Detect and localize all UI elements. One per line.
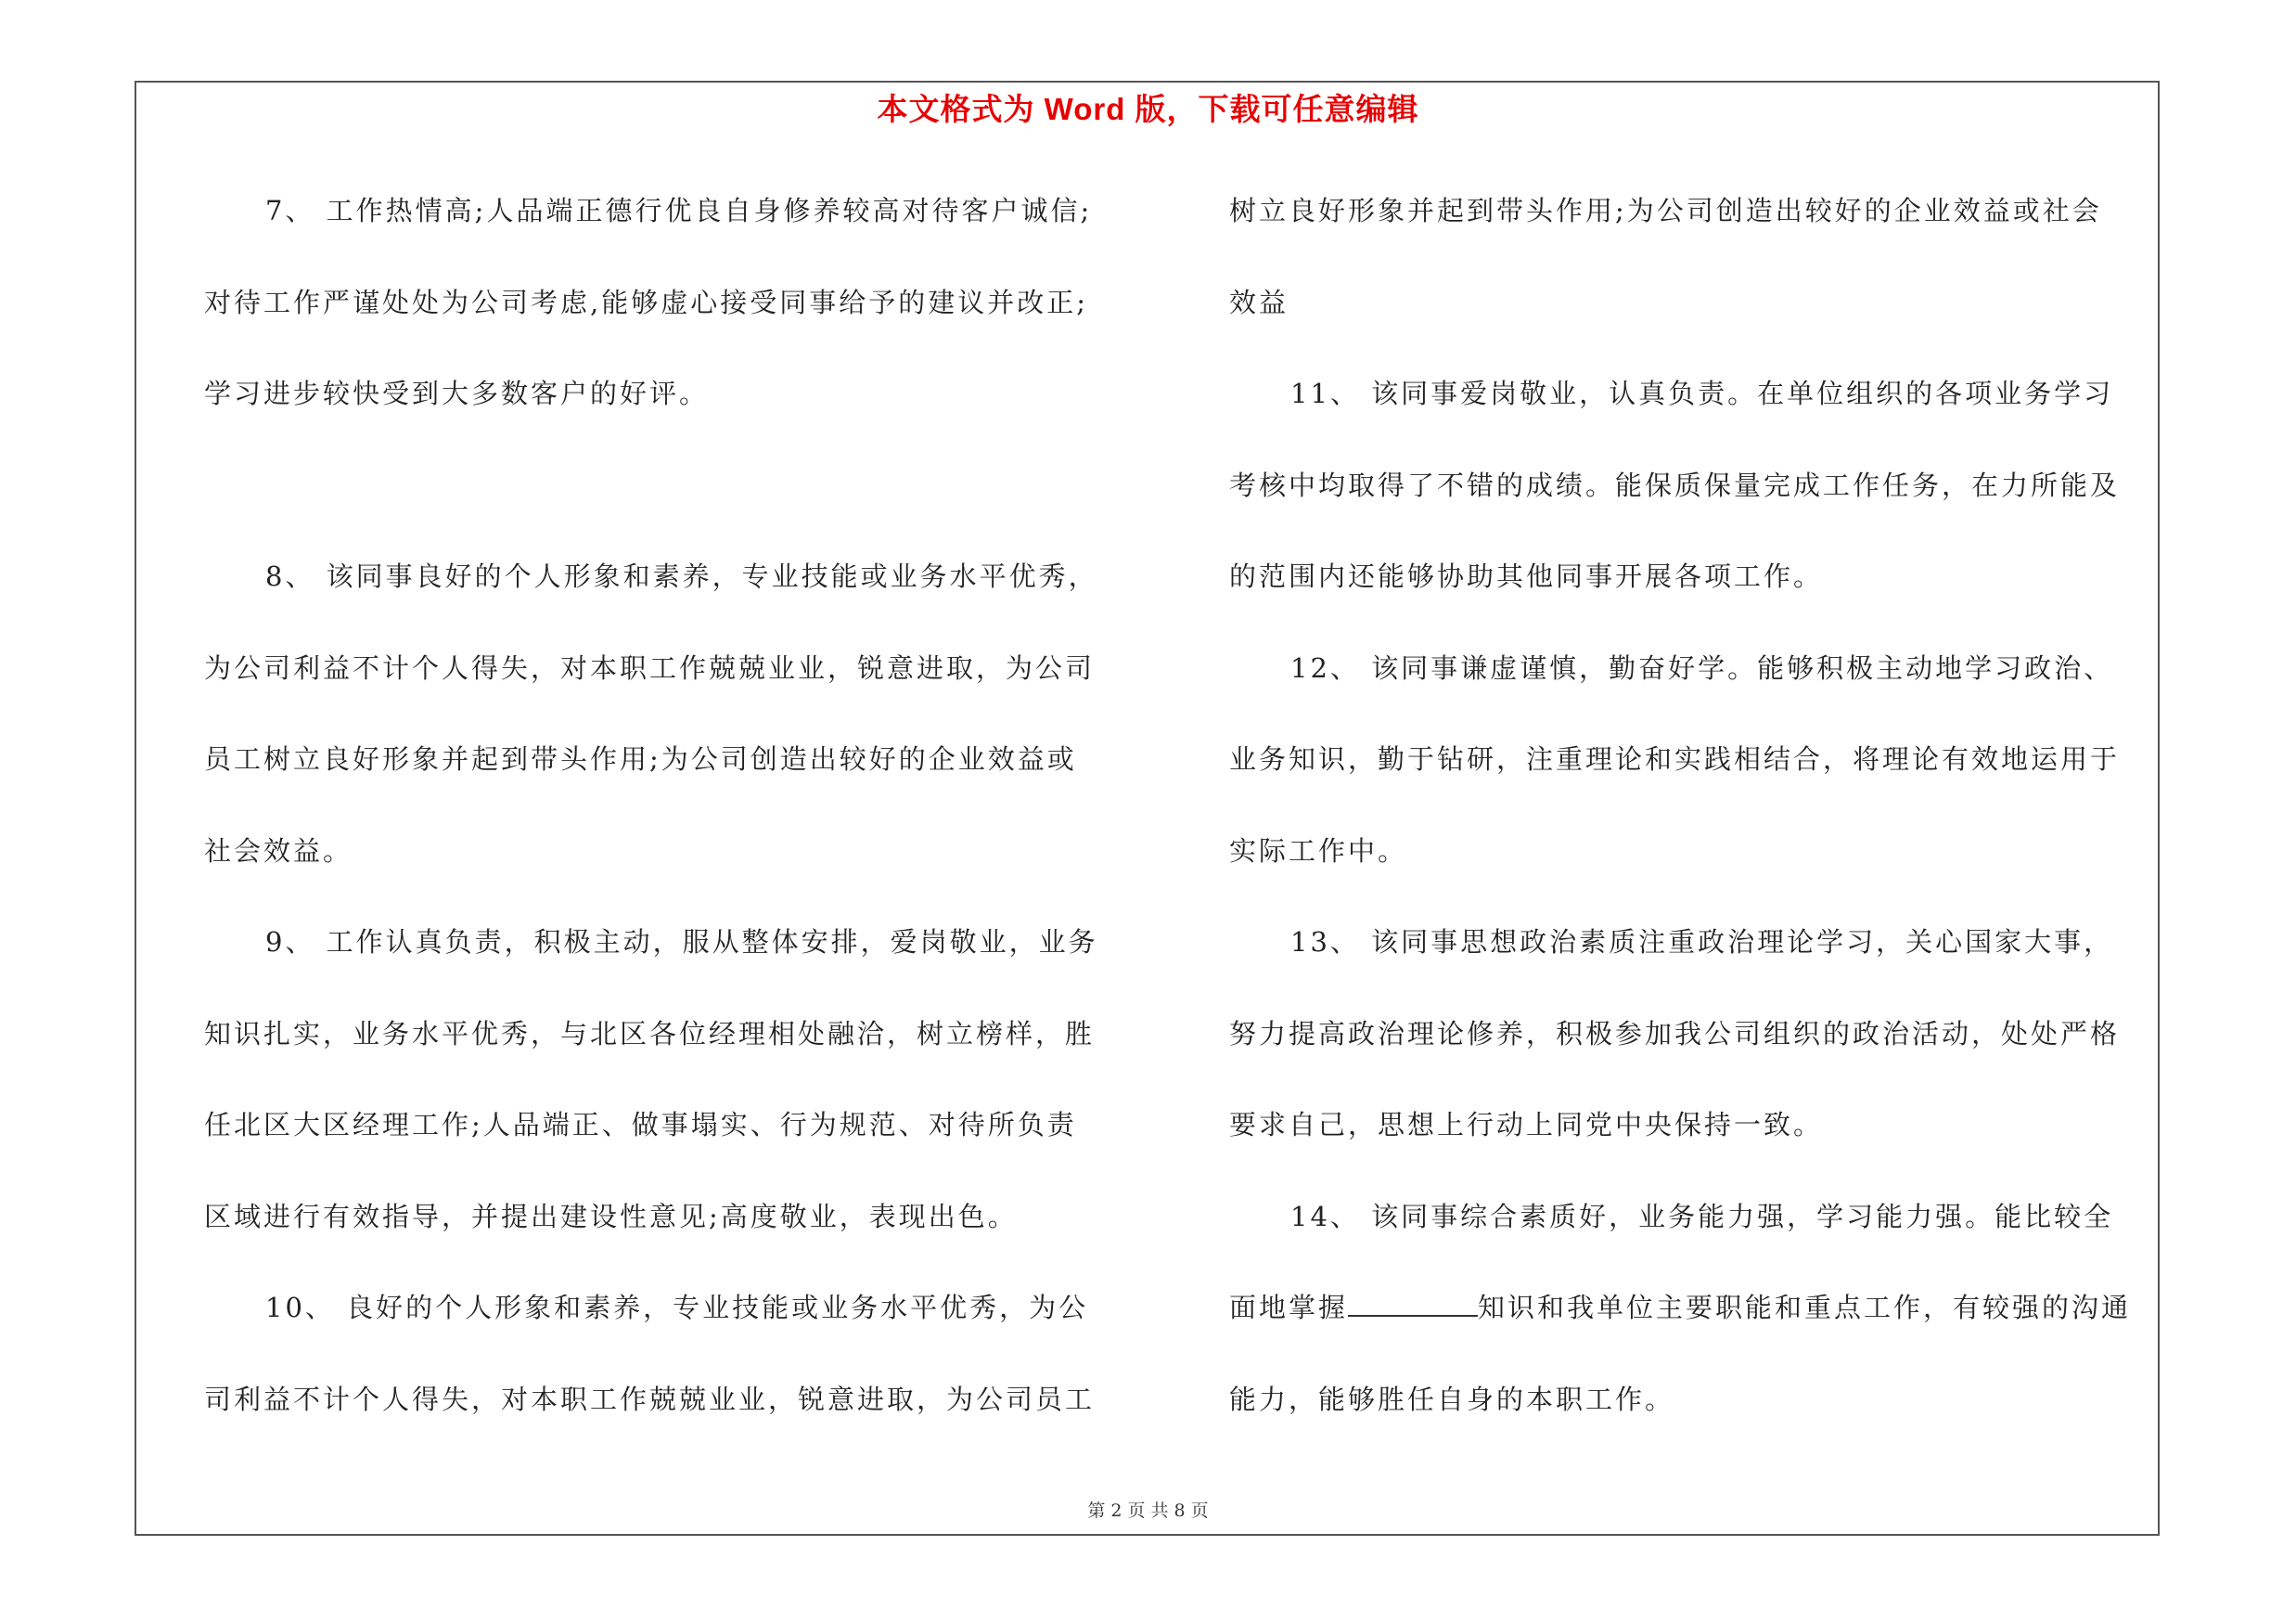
paragraph-10-line-2: 司利益不计个人得失，对本职工作兢兢业业，锐意进取，为公司员工 <box>204 1383 1096 1415</box>
paragraph-14-line-3: 能力，能够胜任自身的本职工作。 <box>1229 1383 1675 1415</box>
fill-in-blank <box>1348 1295 1478 1317</box>
paragraph-12-line-2: 业务知识，勤于钻研，注重理论和实践相结合，将理论有效地运用于 <box>1229 743 2121 775</box>
paragraph-10-line-4: 效益 <box>1229 286 1289 318</box>
paragraph-12-line-3: 实际工作中。 <box>1229 834 1408 867</box>
paragraph-7-line-3: 学习进步较快受到大多数客户的好评。 <box>204 378 710 409</box>
paragraph-9-line-2: 知识扎实，业务水平优秀，与北区各位经理相处融洽，树立榜样，胜 <box>204 1017 1096 1050</box>
paragraph-9-line-1: 9、 工作认真负责，积极主动，服从整体安排，爱岗敬业，业务 <box>265 926 1098 958</box>
paragraph-9-line-3: 任北区大区经理工作;人品端正、做事塌实、行为规范、对待所负责 <box>204 1109 1077 1140</box>
page-number: 第 2 页 共 8 页 <box>1087 1501 1209 1521</box>
paragraph-7-line-1: 7、 工作热情高;人品端正德行优良自身修养较高对待客户诚信; <box>265 195 1093 226</box>
right-column <box>1229 181 2161 1461</box>
paragraph-8-line-4: 社会效益。 <box>204 834 353 867</box>
paragraph-11-line-2: 考核中均取得了不错的成绩。能保质保量完成工作任务，在力所能及 <box>1229 469 2121 501</box>
paragraph-13-line-2: 努力提高政治理论修养，积极参加我公司组织的政治活动，处处严格 <box>1229 1017 2121 1050</box>
paragraph-11-line-1: 11、 该同事爱岗敬业，认真负责。在单位组织的各项业务学习 <box>1290 378 2114 409</box>
paragraph-10-line-1: 10、 良好的个人形象和素养，专业技能或业务水平优秀，为公 <box>265 1292 1089 1323</box>
format-banner: 本文格式为 Word 版，下载可任意编辑 <box>877 92 1419 126</box>
paragraph-10-line-3: 树立良好形象并起到带头作用;为公司创造出较好的企业效益或社会 <box>1229 195 2102 226</box>
paragraph-8-line-1: 8、 该同事良好的个人形象和素养，专业技能或业务水平优秀， <box>265 560 1098 592</box>
paragraph-13-line-1: 13、 该同事思想政治素质注重政治理论学习，关心国家大事， <box>1290 926 2114 958</box>
paragraph-gap <box>204 456 1141 547</box>
paragraph-14-line-2 <box>1229 1278 2161 1370</box>
left-column <box>204 181 1141 1461</box>
paragraph-12-line-1: 12、 该同事谦虚谨慎，勤奋好学。能够积极主动地学习政治、 <box>1290 651 2114 684</box>
paragraph-14-line-2-start: 面地掌握 <box>1229 1292 1349 1323</box>
paragraph-14-line-2-end: 知识和我单位主要职能和重点工作，有较强的沟通 <box>1478 1292 2132 1323</box>
paragraph-14-line-1: 14、 该同事综合素质好，业务能力强，学习能力强。能比较全 <box>1290 1200 2114 1232</box>
paragraph-8-line-2: 为公司利益不计个人得失，对本职工作兢兢业业，锐意进取，为公司 <box>204 651 1096 684</box>
paragraph-8-line-3: 员工树立良好形象并起到带头作用;为公司创造出较好的企业效益或 <box>204 743 1077 775</box>
paragraph-9-line-4: 区域进行有效指导，并提出建设性意见;高度敬业，表现出色。 <box>204 1200 1018 1232</box>
paragraph-11-line-3: 的范围内还能够协助其他同事开展各项工作。 <box>1229 560 1824 592</box>
paragraph-13-line-3: 要求自己，思想上行动上同党中央保持一致。 <box>1229 1109 1824 1140</box>
paragraph-7-line-2: 对待工作严谨处处为公司考虑,能够虚心接受同事给予的建议并改正; <box>204 286 1088 318</box>
